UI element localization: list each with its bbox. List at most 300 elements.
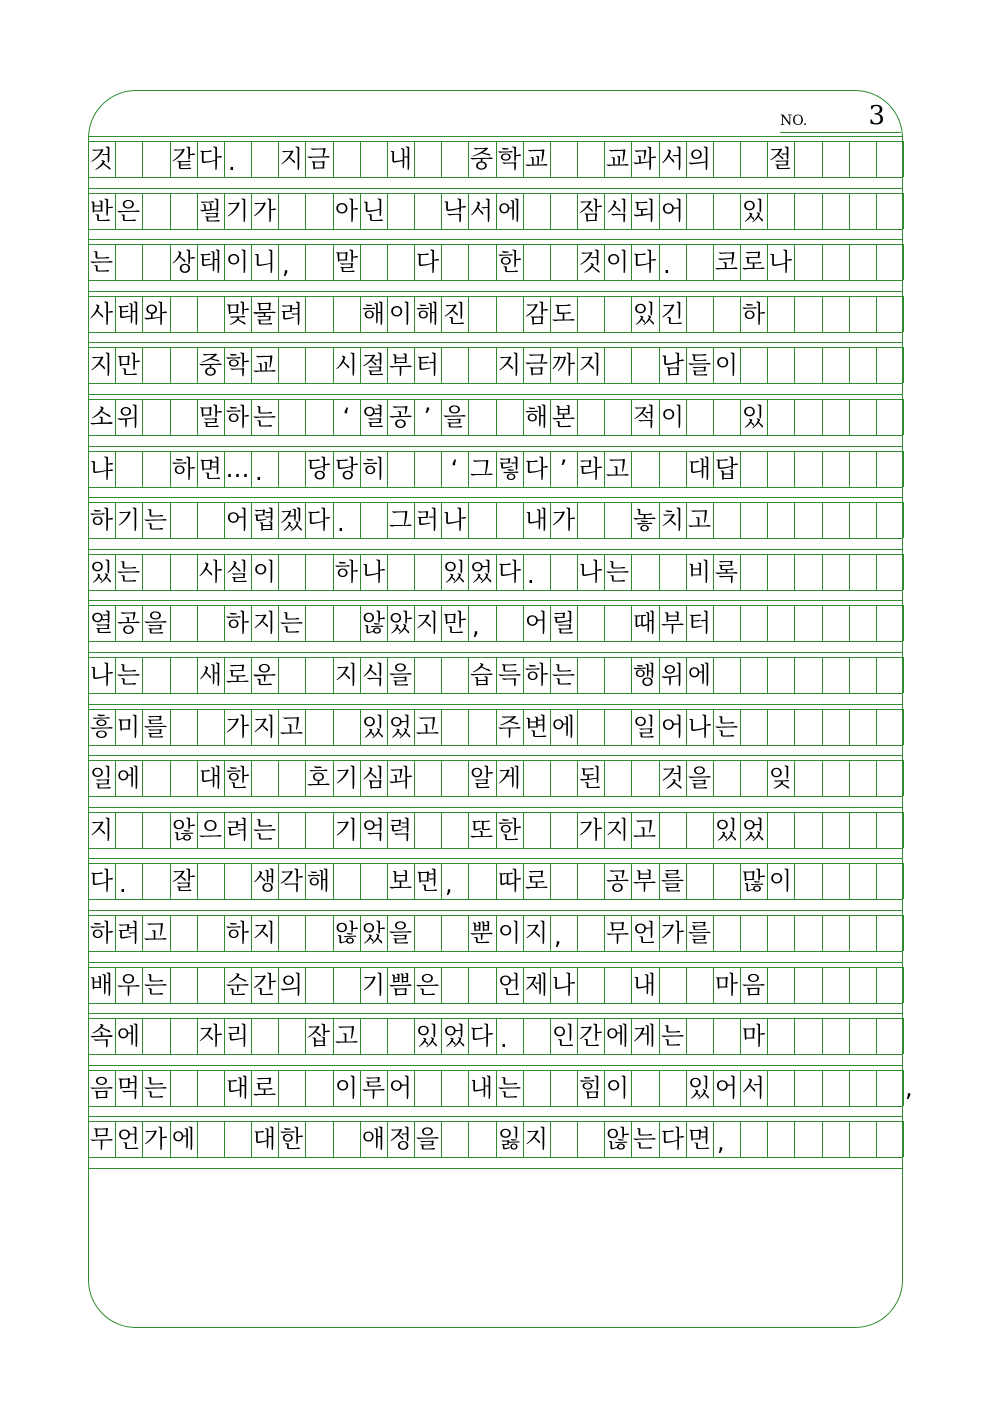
manuscript-cell: 음: [89, 1074, 114, 1102]
manuscript-cell: [550, 760, 577, 796]
manuscript-cell: [170, 709, 197, 745]
manuscript-cell: [740, 605, 767, 641]
manuscript-cell: 이: [334, 1074, 359, 1102]
manuscript-cell: 와: [143, 300, 168, 328]
manuscript-cell: 히: [361, 455, 386, 483]
cell-divider: [903, 657, 904, 693]
manuscript-cell: ’: [559, 455, 568, 483]
manuscript-cell: [822, 554, 849, 590]
manuscript-cell: [686, 967, 713, 1003]
manuscript-cell: 나: [361, 558, 386, 586]
manuscript-cell: [468, 244, 495, 280]
manuscript-cell: 한: [279, 1125, 304, 1153]
manuscript-cell: [333, 296, 360, 332]
cell-divider: [903, 605, 904, 641]
manuscript-cell: [794, 399, 821, 435]
manuscript-cell: 인: [551, 1022, 576, 1050]
manuscript-cell: [170, 760, 197, 796]
row-bottom-line: [88, 538, 903, 539]
manuscript-cell: 놓: [632, 506, 657, 534]
manuscript-cell: 기: [116, 506, 141, 534]
manuscript-cell: [849, 915, 876, 951]
manuscript-cell: [686, 863, 713, 899]
manuscript-cell: 하: [171, 455, 196, 483]
manuscript-cell: 리: [225, 1022, 250, 1050]
manuscript-cell: 열: [89, 609, 114, 637]
row-bottom-line: [88, 1003, 903, 1004]
manuscript-cell: [876, 1070, 903, 1106]
cell-divider: [903, 347, 904, 383]
manuscript-cell: 비: [687, 558, 712, 586]
manuscript-cell: 들: [687, 351, 712, 379]
manuscript-cell: 미: [116, 713, 141, 741]
manuscript-cell: [822, 812, 849, 848]
manuscript-cell: [550, 141, 577, 177]
manuscript-cell: 습: [469, 661, 494, 689]
manuscript-cell: [170, 657, 197, 693]
row-bottom-line: [88, 487, 903, 488]
manuscript-cell: 행: [632, 661, 657, 689]
manuscript-cell: 하: [741, 300, 766, 328]
manuscript-cell: 진: [442, 300, 467, 328]
row-gap-line: [88, 136, 903, 137]
manuscript-cell: 고: [415, 713, 440, 741]
manuscript-cell: 가: [252, 197, 277, 225]
manuscript-cell: 상: [171, 248, 196, 276]
manuscript-cell: 를: [660, 867, 685, 895]
manuscript-cell: 에: [551, 713, 576, 741]
manuscript-cell: [278, 915, 305, 951]
manuscript-cell: 것: [89, 145, 114, 173]
page-number-label: NO.: [780, 113, 808, 129]
manuscript-cell: [550, 244, 577, 280]
manuscript-cell: 나: [89, 661, 114, 689]
manuscript-cell: [577, 709, 604, 745]
manuscript-cell: 실: [225, 558, 250, 586]
manuscript-cell: 남: [660, 351, 685, 379]
manuscript-cell: [224, 1121, 251, 1157]
manuscript-cell: [305, 967, 332, 1003]
manuscript-cell: [876, 141, 903, 177]
manuscript-cell: 쁨: [388, 971, 413, 999]
manuscript-cell: [468, 1121, 495, 1157]
manuscript-cell: [142, 244, 169, 280]
manuscript-cell: [278, 347, 305, 383]
manuscript-cell: [849, 812, 876, 848]
manuscript-cell: 었: [469, 558, 494, 586]
manuscript-cell: 공: [388, 403, 413, 431]
manuscript-cell: 으: [198, 816, 223, 844]
manuscript-cell: [794, 451, 821, 487]
manuscript-cell: [142, 399, 169, 435]
row-gap-line: [88, 1065, 903, 1066]
manuscript-cell: [740, 709, 767, 745]
manuscript-cell: 교: [524, 145, 549, 173]
manuscript-cell: 학: [497, 145, 522, 173]
row-gap-line: [88, 446, 903, 447]
manuscript-cell: [142, 1018, 169, 1054]
manuscript-cell: [794, 296, 821, 332]
manuscript-cell: 나: [551, 971, 576, 999]
manuscript-cell: 고: [334, 1022, 359, 1050]
manuscript-cell: 나: [768, 248, 793, 276]
cell-divider: [903, 915, 904, 951]
manuscript-cell: [550, 554, 577, 590]
manuscript-cell: .: [255, 458, 263, 486]
manuscript-cell: 정: [388, 1125, 413, 1153]
manuscript-cell: [822, 760, 849, 796]
row-gap-line: [88, 1013, 903, 1014]
manuscript-cell: [849, 709, 876, 745]
manuscript-cell: 가: [551, 506, 576, 534]
manuscript-cell: [577, 863, 604, 899]
manuscript-cell: [414, 812, 441, 848]
manuscript-cell: 고: [279, 713, 304, 741]
manuscript-cell: [441, 709, 468, 745]
manuscript-cell: [822, 399, 849, 435]
manuscript-cell: [305, 915, 332, 951]
manuscript-cell: 이: [660, 403, 685, 431]
manuscript-cell: 지: [89, 816, 114, 844]
manuscript-cell: 는: [714, 713, 739, 741]
manuscript-cell: [713, 296, 740, 332]
manuscript-cell: [794, 1121, 821, 1157]
manuscript-cell: 하: [524, 661, 549, 689]
manuscript-cell: 운: [252, 661, 277, 689]
manuscript-cell: 기: [334, 816, 359, 844]
manuscript-cell: [251, 760, 278, 796]
manuscript-cell: 로: [524, 867, 549, 895]
manuscript-cell: [686, 244, 713, 280]
manuscript-cell: .: [527, 561, 535, 589]
manuscript-cell: [441, 812, 468, 848]
manuscript-cell: 대: [252, 1125, 277, 1153]
manuscript-cell: [740, 502, 767, 538]
manuscript-cell: 지: [334, 661, 359, 689]
manuscript-cell: 다: [632, 248, 657, 276]
manuscript-cell: 보: [388, 867, 413, 895]
cell-divider: [903, 709, 904, 745]
manuscript-cell: 있: [714, 816, 739, 844]
manuscript-cell: 대: [225, 1074, 250, 1102]
manuscript-cell: 냐: [89, 455, 114, 483]
cell-divider: [903, 296, 904, 332]
manuscript-cell: 까: [551, 351, 576, 379]
manuscript-cell: [441, 141, 468, 177]
manuscript-cell: [794, 347, 821, 383]
manuscript-cell: 과: [632, 145, 657, 173]
manuscript-cell: 았: [361, 919, 386, 947]
manuscript-cell: 다: [497, 558, 522, 586]
manuscript-cell: 가: [225, 713, 250, 741]
cell-divider: [903, 502, 904, 538]
manuscript-cell: [441, 347, 468, 383]
manuscript-cell: [305, 709, 332, 745]
row-gap-line: [88, 652, 903, 653]
manuscript-cell: 을: [415, 1125, 440, 1153]
manuscript-cell: 이: [605, 1074, 630, 1102]
manuscript-cell: 는: [632, 1125, 657, 1153]
manuscript-cell: [713, 141, 740, 177]
manuscript-cell: 많: [741, 867, 766, 895]
manuscript-cell: 지: [252, 609, 277, 637]
manuscript-cell: 잃: [497, 1125, 522, 1153]
manuscript-cell: [305, 399, 332, 435]
manuscript-cell: [170, 399, 197, 435]
manuscript-cell: 그: [388, 506, 413, 534]
manuscript-cell: [441, 657, 468, 693]
manuscript-cell: [604, 967, 631, 1003]
manuscript-cell: [170, 915, 197, 951]
manuscript-cell: [387, 554, 414, 590]
manuscript-cell: 위: [116, 403, 141, 431]
manuscript-cell: [794, 709, 821, 745]
manuscript-cell: 었: [388, 713, 413, 741]
manuscript-cell: 는: [497, 1074, 522, 1102]
manuscript-cell: [468, 863, 495, 899]
manuscript-cell: [876, 760, 903, 796]
row-gap-line: [88, 1168, 903, 1169]
manuscript-cell: 는: [143, 1074, 168, 1102]
manuscript-cell: [822, 1121, 849, 1157]
manuscript-cell: [523, 812, 550, 848]
manuscript-cell: 가: [578, 816, 603, 844]
manuscript-cell: [794, 812, 821, 848]
manuscript-cell: [631, 554, 658, 590]
manuscript-cell: [550, 812, 577, 848]
manuscript-cell: 새: [198, 661, 223, 689]
manuscript-cell: 절: [361, 351, 386, 379]
manuscript-cell: [686, 193, 713, 229]
manuscript-cell: [197, 863, 224, 899]
manuscript-cell: [849, 1121, 876, 1157]
manuscript-cell: 사: [198, 558, 223, 586]
manuscript-cell: 잊: [768, 764, 793, 792]
manuscript-cell: 았: [388, 609, 413, 637]
manuscript-cell: 다: [198, 145, 223, 173]
manuscript-cell: [631, 760, 658, 796]
manuscript-cell: 있: [687, 1074, 712, 1102]
manuscript-cell: 순: [225, 971, 250, 999]
manuscript-cell: 는: [279, 609, 304, 637]
manuscript-cell: 공: [605, 867, 630, 895]
manuscript-cell: 따: [497, 867, 522, 895]
manuscript-cell: 마: [714, 971, 739, 999]
manuscript-cell: 도: [551, 300, 576, 328]
manuscript-cell: 서: [660, 145, 685, 173]
manuscript-cell: [849, 1018, 876, 1054]
manuscript-cell: 다: [306, 506, 331, 534]
manuscript-cell: 금: [306, 145, 331, 173]
manuscript-cell: 로: [741, 248, 766, 276]
manuscript-cell: [876, 709, 903, 745]
manuscript-cell: 에: [116, 1022, 141, 1050]
manuscript-cell: [822, 863, 849, 899]
manuscript-cell: [876, 657, 903, 693]
manuscript-cell: [197, 967, 224, 1003]
manuscript-cell: 이: [497, 919, 522, 947]
manuscript-cell: 어: [714, 1074, 739, 1102]
manuscript-cell: [849, 193, 876, 229]
manuscript-cell: 부: [660, 609, 685, 637]
manuscript-cell: [468, 502, 495, 538]
manuscript-cell: 려: [225, 816, 250, 844]
manuscript-cell: [713, 502, 740, 538]
manuscript-cell: [414, 915, 441, 951]
manuscript-cell: [767, 1018, 794, 1054]
manuscript-cell: [577, 605, 604, 641]
manuscript-cell: 중: [469, 145, 494, 173]
manuscript-cell: 려: [116, 919, 141, 947]
manuscript-cell: 힘: [578, 1074, 603, 1102]
manuscript-cell: 이: [714, 351, 739, 379]
manuscript-cell: 호: [306, 764, 331, 792]
manuscript-cell: 시: [334, 351, 359, 379]
cell-divider: [903, 863, 904, 899]
cell-divider: [903, 399, 904, 435]
manuscript-cell: [713, 193, 740, 229]
manuscript-cell: 터: [415, 351, 440, 379]
manuscript-cell: 교: [605, 145, 630, 173]
manuscript-cell: 이: [605, 248, 630, 276]
manuscript-cell: 면: [687, 1125, 712, 1153]
manuscript-cell: 로: [252, 1074, 277, 1102]
manuscript-cell: [822, 451, 849, 487]
manuscript-cell: 긴: [660, 300, 685, 328]
manuscript-cell: 않: [171, 816, 196, 844]
manuscript-cell: [197, 1121, 224, 1157]
manuscript-cell: 대: [198, 764, 223, 792]
manuscript-cell: 식: [361, 661, 386, 689]
manuscript-cell: [414, 760, 441, 796]
manuscript-cell: .: [500, 1025, 508, 1053]
manuscript-cell: [550, 1121, 577, 1157]
manuscript-cell: 중: [198, 351, 223, 379]
manuscript-cell: [414, 451, 441, 487]
row-gap-line: [88, 962, 903, 963]
manuscript-cell: 아: [334, 197, 359, 225]
manuscript-cell: [822, 709, 849, 745]
manuscript-cell: [305, 296, 332, 332]
manuscript-cell: 하: [225, 403, 250, 431]
manuscript-cell: 것: [660, 764, 685, 792]
manuscript-cell: .: [337, 509, 345, 537]
manuscript-cell: …: [225, 455, 250, 483]
row-gap-line: [88, 342, 903, 343]
manuscript-cell: [659, 451, 686, 487]
manuscript-cell: 하: [89, 506, 114, 534]
manuscript-cell: 는: [551, 661, 576, 689]
manuscript-cell: [441, 244, 468, 280]
manuscript-cell: [822, 657, 849, 693]
manuscript-cell: [577, 1121, 604, 1157]
manuscript-cell: [631, 347, 658, 383]
manuscript-cell: 심: [361, 764, 386, 792]
manuscript-cell: [305, 657, 332, 693]
row-gap-line: [88, 910, 903, 911]
manuscript-cell: 학: [225, 351, 250, 379]
manuscript-cell: 게: [497, 764, 522, 792]
manuscript-cell: 닌: [361, 197, 386, 225]
manuscript-cell: [659, 554, 686, 590]
manuscript-cell: [305, 812, 332, 848]
manuscript-cell: [794, 244, 821, 280]
manuscript-cell: 나: [578, 558, 603, 586]
manuscript-cell: 에: [116, 764, 141, 792]
manuscript-cell: 된: [578, 764, 603, 792]
manuscript-cell: 에: [171, 1125, 196, 1153]
manuscript-cell: [794, 1070, 821, 1106]
manuscript-cell: [278, 1018, 305, 1054]
manuscript-cell: 일: [89, 764, 114, 792]
manuscript-cell: 있: [741, 197, 766, 225]
row-gap-line: [88, 1116, 903, 1117]
manuscript-cell: [441, 915, 468, 951]
row-bottom-line: [88, 1106, 903, 1107]
manuscript-cell: 않: [334, 919, 359, 947]
manuscript-cell: [822, 1070, 849, 1106]
manuscript-cell: [360, 141, 387, 177]
manuscript-cell: 러: [415, 506, 440, 534]
manuscript-cell: 지: [497, 351, 522, 379]
manuscript-cell: 서: [469, 197, 494, 225]
cell-divider: [903, 1070, 904, 1106]
manuscript-cell: [170, 1018, 197, 1054]
manuscript-cell: [305, 244, 332, 280]
manuscript-cell: 답: [714, 455, 739, 483]
manuscript-cell: 다: [660, 1125, 685, 1153]
manuscript-cell: [360, 863, 387, 899]
manuscript-cell: 자: [198, 1022, 223, 1050]
cell-divider: [903, 141, 904, 177]
manuscript-cell: 나: [442, 506, 467, 534]
manuscript-cell: 는: [116, 558, 141, 586]
manuscript-cell: 가: [660, 919, 685, 947]
manuscript-cell: 의: [279, 971, 304, 999]
row-bottom-line: [88, 641, 903, 642]
manuscript-cell: [115, 812, 142, 848]
manuscript-cell: [305, 1070, 332, 1106]
manuscript-cell: 않: [605, 1125, 630, 1153]
manuscript-cell: [604, 709, 631, 745]
manuscript-cell: [876, 347, 903, 383]
manuscript-cell: [876, 244, 903, 280]
manuscript-cell: [822, 915, 849, 951]
manuscript-cell: 이: [225, 248, 250, 276]
manuscript-cell: 었: [442, 1022, 467, 1050]
manuscript-cell: [794, 863, 821, 899]
manuscript-cell: 을: [388, 919, 413, 947]
manuscript-cell: 는: [89, 248, 114, 276]
manuscript-cell: [523, 760, 550, 796]
manuscript-cell: 해: [361, 300, 386, 328]
manuscript-cell: [713, 399, 740, 435]
manuscript-cell: 음: [741, 971, 766, 999]
row-bottom-line: [88, 693, 903, 694]
manuscript-cell: 는: [660, 1022, 685, 1050]
manuscript-cell: [767, 502, 794, 538]
manuscript-cell: [713, 760, 740, 796]
row-bottom-line: [88, 280, 903, 281]
manuscript-cell: 니: [252, 248, 277, 276]
manuscript-cell: [767, 709, 794, 745]
manuscript-cell: ‘: [342, 403, 351, 431]
manuscript-cell: 기: [361, 971, 386, 999]
manuscript-cell: 면: [198, 455, 223, 483]
manuscript-cell: [740, 451, 767, 487]
manuscript-cell: [767, 193, 794, 229]
manuscript-cell: [740, 554, 767, 590]
